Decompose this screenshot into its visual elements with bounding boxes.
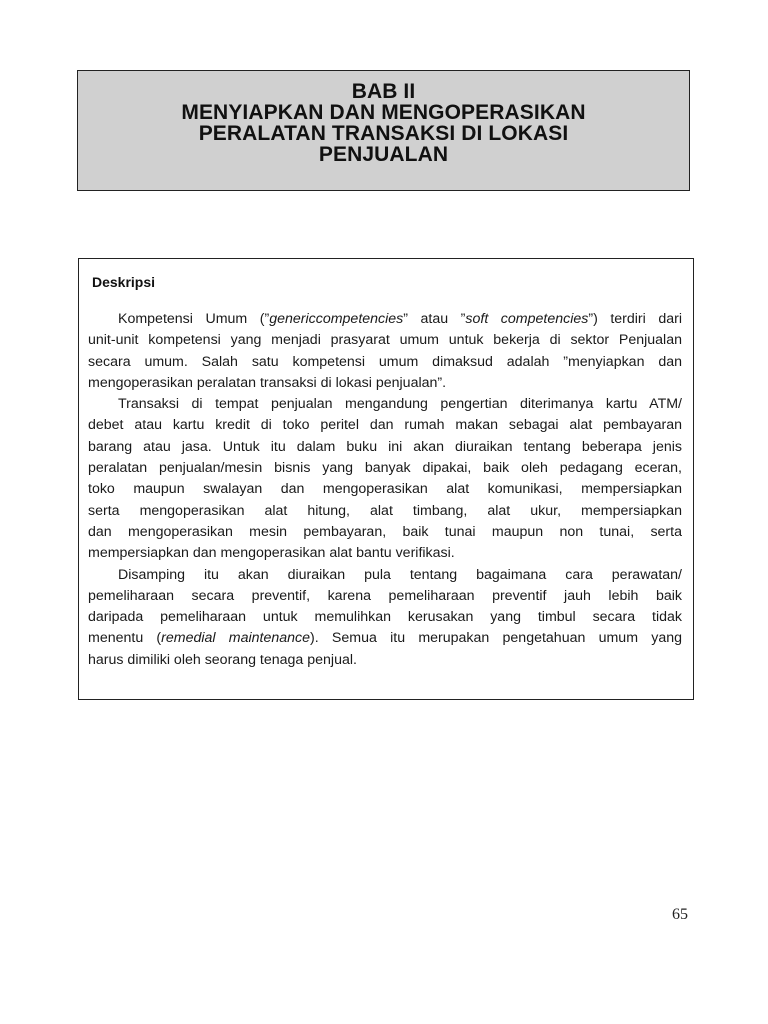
text-line [88, 352, 682, 373]
text-segment: ). Semua itu merupakan pengetahuan umum yang [310, 630, 682, 647]
description-box [78, 258, 694, 700]
text-segment: mengoperasikan peralatan transaksi di lokasi penjualan”. [88, 374, 447, 391]
paragraph-3 [88, 565, 682, 671]
text-line [88, 522, 682, 543]
text-line [88, 479, 682, 500]
chapter-title-line-1: MENYIAPKAN DAN MENGOPERASIKAN [181, 101, 586, 124]
text-segment: Kompetensi Umum (” [118, 311, 270, 327]
text-line [88, 458, 682, 479]
text-segment: secara umum. Salah satu kompetensi umum dimaksud adalah ”menyiapkan dan [88, 353, 682, 370]
text-line [88, 586, 682, 607]
text-segment: mempersiapkan dan mengoperasikan alat bantu verifikasi. [88, 545, 455, 562]
text-segment: pemeliharaan secara preventif, karena pemeliharaan preventif jauh lebih baik [88, 587, 682, 604]
italic-term: genericcompetencies [269, 311, 404, 327]
text-segment: daripada pemeliharaan untuk memulihkan kerusakan yang timbul secara tidak [88, 609, 682, 626]
text-segment: toko maupun swalayan dan mengoperasikan alat komunikasi, mempersiapkan [88, 481, 682, 498]
italic-term: remedial maintenance [161, 630, 311, 647]
text-segment: debet atau kartu kredit di toko peritel dan rumah makan sebagai alat pembayaran [88, 417, 682, 434]
description-heading: Deskripsi [92, 274, 156, 290]
paragraph-2 [88, 394, 682, 564]
text-line [88, 330, 682, 351]
text-line [88, 543, 682, 564]
text-segment: Disamping itu akan diuraikan pula tentang bagaimana cara perawatan/ [118, 566, 682, 583]
chapter-title-box [77, 70, 690, 191]
text-segment: barang atau jasa. Untuk itu dalam buku ini akan diuraikan tentang beberapa jenis [88, 438, 682, 455]
text-line [88, 373, 682, 394]
text-segment: ” atau ” [403, 311, 466, 327]
italic-term: soft competencies [465, 311, 589, 327]
text-segment: dan mengoperasikan mesin pembayaran, baik tunai maupun non tunai, serta [88, 523, 682, 540]
text-line [88, 415, 682, 436]
page-number: 65 [672, 906, 688, 923]
chapter-title-line-2: PERALATAN TRANSAKSI DI LOKASI [198, 122, 569, 145]
text-line [88, 607, 682, 628]
text-segment: harus dimiliki oleh seorang tenaga penjual. [88, 651, 357, 668]
text-line [88, 650, 682, 671]
chapter-number: BAB II [351, 80, 416, 103]
text-line [88, 309, 682, 330]
paragraph-1 [88, 309, 682, 394]
text-segment: unit-unit kompetensi yang menjadi prasyarat umum untuk bekerja di sektor Penjualan [88, 332, 682, 349]
text-line [88, 437, 682, 458]
text-segment: ”) terdiri dari [588, 311, 682, 327]
text-segment: peralatan penjualan/mesin bisnis yang banyak dipakai, baik oleh pedagang eceran, [88, 460, 682, 477]
text-line [88, 501, 682, 522]
chapter-title-line-3: PENJUALAN [318, 143, 449, 166]
text-segment: Transaksi di tempat penjualan mengandung pengertian diterimanya kartu ATM/ [118, 396, 682, 413]
text-segment: menentu ( [88, 630, 162, 647]
text-line [88, 394, 682, 415]
text-line [88, 565, 682, 586]
text-segment: serta mengoperasikan alat hitung, alat timbang, alat ukur, mempersiapkan [88, 502, 682, 519]
text-line [88, 628, 682, 649]
